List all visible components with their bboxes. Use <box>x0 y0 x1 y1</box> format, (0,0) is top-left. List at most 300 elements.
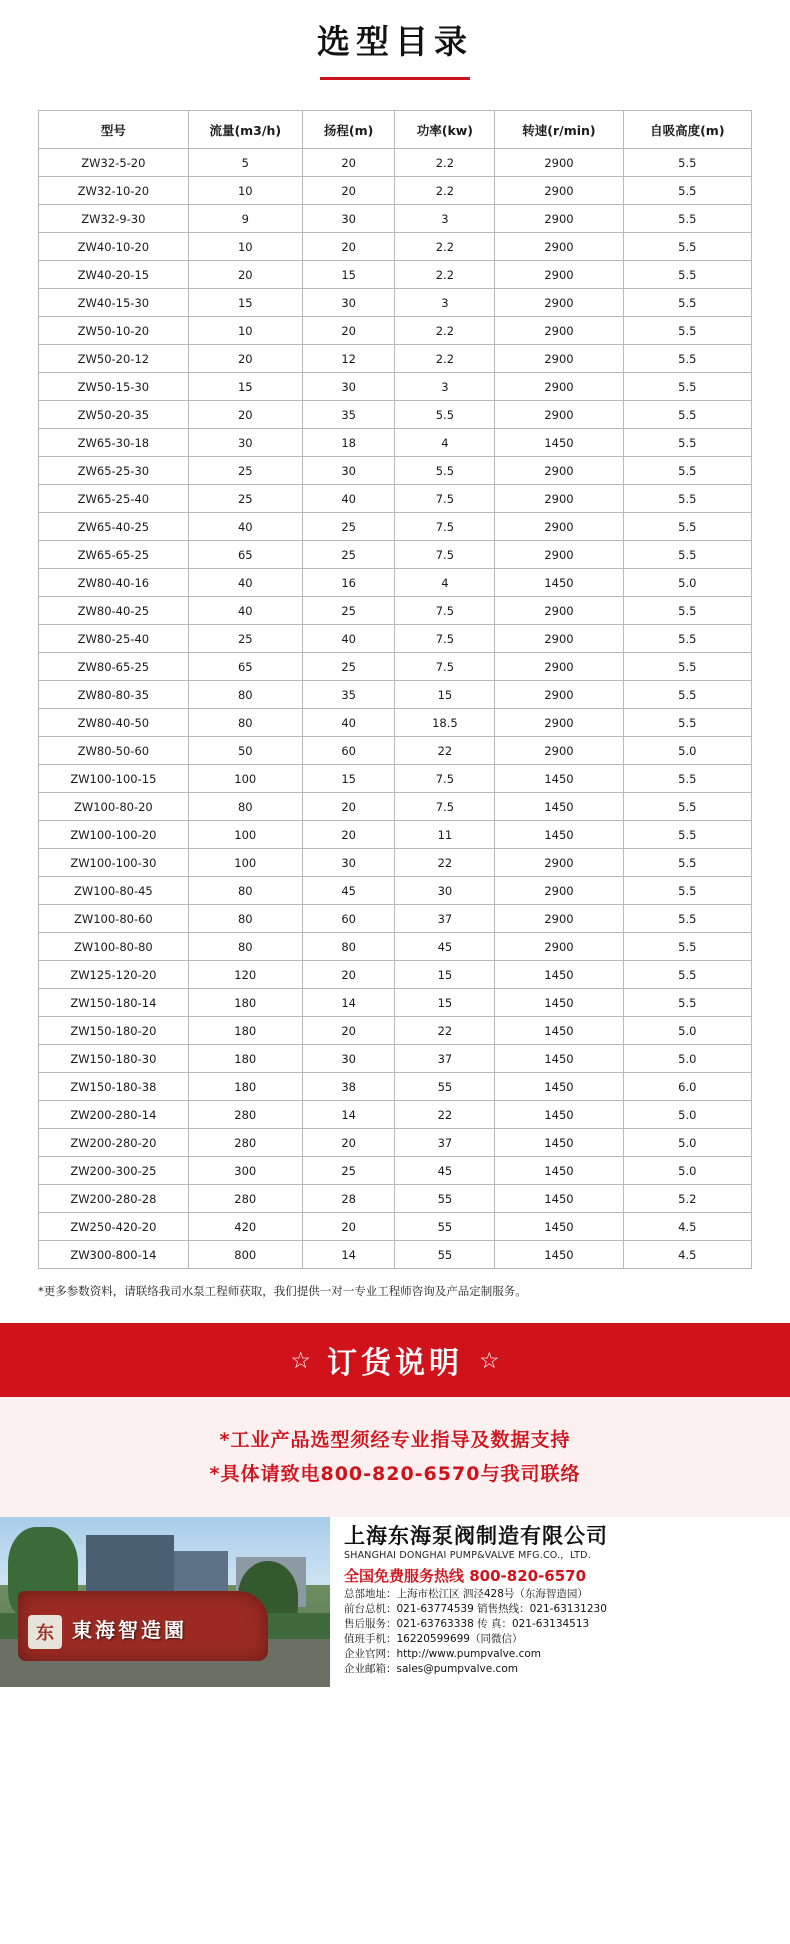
cell-value: 1450 <box>495 1157 623 1185</box>
table-row <box>39 233 752 261</box>
table-row <box>39 1157 752 1185</box>
cell-value: 5.5 <box>623 625 751 653</box>
cell-value: 40 <box>302 485 395 513</box>
table-row <box>39 821 752 849</box>
cell-model: ZW100-80-80 <box>39 933 189 961</box>
company-logo-icon: 东 <box>28 1615 62 1649</box>
cell-value: 10 <box>188 317 302 345</box>
cell-value: 55 <box>395 1241 495 1269</box>
cell-value: 25 <box>188 625 302 653</box>
table-row <box>39 149 752 177</box>
cell-value: 5.5 <box>623 541 751 569</box>
cell-model: ZW80-80-35 <box>39 681 189 709</box>
cell-value: 80 <box>188 905 302 933</box>
cell-value: 2900 <box>495 849 623 877</box>
cell-value: 2900 <box>495 653 623 681</box>
table-row <box>39 513 752 541</box>
footer-row-mobile: 值班手机：16220599699（同微信） <box>344 1633 523 1645</box>
cell-value: 30 <box>302 1045 395 1073</box>
cell-value: 5.5 <box>623 233 751 261</box>
cell-model: ZW50-15-30 <box>39 373 189 401</box>
cell-value: 5.5 <box>623 849 751 877</box>
cell-value: 40 <box>302 709 395 737</box>
cell-value: 80 <box>188 709 302 737</box>
cell-value: 1450 <box>495 989 623 1017</box>
cell-model: ZW80-25-40 <box>39 625 189 653</box>
cell-model: ZW50-10-20 <box>39 317 189 345</box>
table-row <box>39 849 752 877</box>
cell-value: 5.0 <box>623 1101 751 1129</box>
cell-value: 14 <box>302 1101 395 1129</box>
spec-table-wrap <box>0 80 790 1269</box>
cell-value: 7.5 <box>395 513 495 541</box>
cell-value: 2900 <box>495 149 623 177</box>
table-row <box>39 261 752 289</box>
table-row <box>39 541 752 569</box>
table-row <box>39 457 752 485</box>
order-line-2: *具体请致电800-820-6570与我司联络 <box>209 1463 581 1485</box>
cell-value: 100 <box>188 849 302 877</box>
cell-value: 2.2 <box>395 345 495 373</box>
table-row <box>39 569 752 597</box>
cell-value: 1450 <box>495 765 623 793</box>
cell-model: ZW80-40-16 <box>39 569 189 597</box>
cell-value: 2900 <box>495 289 623 317</box>
cell-value: 2900 <box>495 905 623 933</box>
table-row <box>39 737 752 765</box>
cell-model: ZW40-20-15 <box>39 261 189 289</box>
cell-value: 2900 <box>495 513 623 541</box>
table-row <box>39 933 752 961</box>
table-row <box>39 765 752 793</box>
photo-caption: 東海智造園 <box>72 1618 187 1642</box>
cell-value: 25 <box>302 541 395 569</box>
table-row <box>39 1017 752 1045</box>
cell-model: ZW65-25-30 <box>39 457 189 485</box>
table-row <box>39 1213 752 1241</box>
footer-row-email: 企业邮箱：sales@pumpvalve.com <box>344 1663 518 1675</box>
cell-value: 5.5 <box>623 485 751 513</box>
cell-value: 4 <box>395 569 495 597</box>
cell-value: 5.0 <box>623 1045 751 1073</box>
table-row <box>39 653 752 681</box>
cell-value: 80 <box>188 877 302 905</box>
cell-value: 5.0 <box>623 1017 751 1045</box>
cell-value: 7.5 <box>395 541 495 569</box>
table-note: *更多参数资料，请联络我司水泵工程师获取，我们提供一对一专业工程师咨询及产品定制服务。 <box>38 1284 527 1298</box>
table-row <box>39 681 752 709</box>
cell-value: 12 <box>302 345 395 373</box>
cell-value: 5.5 <box>623 821 751 849</box>
cell-value: 18.5 <box>395 709 495 737</box>
cell-value: 1450 <box>495 1017 623 1045</box>
cell-value: 55 <box>395 1073 495 1101</box>
cell-model: ZW32-10-20 <box>39 177 189 205</box>
cell-value: 2900 <box>495 261 623 289</box>
cell-model: ZW150-180-20 <box>39 1017 189 1045</box>
cell-value: 2900 <box>495 177 623 205</box>
cell-value: 5.5 <box>623 261 751 289</box>
spec-table <box>38 110 752 1269</box>
cell-model: ZW100-80-45 <box>39 877 189 905</box>
footer-row-service: 售后服务：021-63763338 传 真：021-63134513 <box>344 1618 590 1630</box>
cell-value: 80 <box>188 793 302 821</box>
table-row <box>39 373 752 401</box>
cell-value: 5.5 <box>623 933 751 961</box>
cell-value: 800 <box>188 1241 302 1269</box>
cell-value: 5.5 <box>395 401 495 429</box>
cell-value: 80 <box>188 933 302 961</box>
cell-value: 5.5 <box>623 709 751 737</box>
cell-value: 2.2 <box>395 177 495 205</box>
cell-value: 10 <box>188 177 302 205</box>
cell-value: 5.5 <box>623 373 751 401</box>
cell-value: 2.2 <box>395 233 495 261</box>
cell-model: ZW65-65-25 <box>39 541 189 569</box>
cell-value: 30 <box>395 877 495 905</box>
cell-value: 20 <box>302 821 395 849</box>
table-row <box>39 289 752 317</box>
cell-model: ZW100-80-60 <box>39 905 189 933</box>
cell-value: 1450 <box>495 1185 623 1213</box>
cell-value: 35 <box>302 401 395 429</box>
cell-value: 20 <box>302 793 395 821</box>
cell-value: 20 <box>302 1017 395 1045</box>
cell-model: ZW250-420-20 <box>39 1213 189 1241</box>
cell-value: 45 <box>302 877 395 905</box>
cell-value: 1450 <box>495 1213 623 1241</box>
table-row <box>39 989 752 1017</box>
cell-value: 1450 <box>495 1073 623 1101</box>
cell-value: 2.2 <box>395 317 495 345</box>
footer-row-address: 总部地址：上海市松江区 泗泾428号（东海智造园） <box>344 1588 588 1600</box>
cell-model: ZW65-25-40 <box>39 485 189 513</box>
cell-value: 25 <box>302 653 395 681</box>
cell-model: ZW200-280-28 <box>39 1185 189 1213</box>
cell-value: 5.5 <box>623 877 751 905</box>
cell-value: 45 <box>395 1157 495 1185</box>
cell-value: 30 <box>302 205 395 233</box>
cell-value: 40 <box>188 597 302 625</box>
cell-value: 2900 <box>495 541 623 569</box>
cell-value: 22 <box>395 1017 495 1045</box>
cell-value: 2900 <box>495 737 623 765</box>
cell-value: 1450 <box>495 1045 623 1073</box>
cell-value: 180 <box>188 1017 302 1045</box>
cell-value: 20 <box>302 317 395 345</box>
star-right-icon: ☆ <box>479 1346 500 1373</box>
cell-value: 40 <box>302 625 395 653</box>
cell-value: 25 <box>302 1157 395 1185</box>
cell-value: 37 <box>395 905 495 933</box>
column-header-head: 扬程(m) <box>302 111 395 149</box>
cell-model: ZW125-120-20 <box>39 961 189 989</box>
cell-value: 65 <box>188 653 302 681</box>
table-row <box>39 961 752 989</box>
cell-value: 280 <box>188 1185 302 1213</box>
cell-value: 5.5 <box>623 429 751 457</box>
cell-value: 7.5 <box>395 653 495 681</box>
cell-value: 18 <box>302 429 395 457</box>
cell-value: 15 <box>188 373 302 401</box>
cell-model: ZW100-100-15 <box>39 765 189 793</box>
cell-model: ZW80-65-25 <box>39 653 189 681</box>
cell-value: 5.5 <box>623 681 751 709</box>
cell-value: 25 <box>188 485 302 513</box>
cell-value: 2900 <box>495 933 623 961</box>
cell-value: 5.5 <box>623 149 751 177</box>
table-row <box>39 1073 752 1101</box>
cell-value: 5.5 <box>623 793 751 821</box>
cell-value: 5.5 <box>623 989 751 1017</box>
table-row <box>39 597 752 625</box>
table-row <box>39 1045 752 1073</box>
cell-value: 280 <box>188 1129 302 1157</box>
cell-value: 1450 <box>495 569 623 597</box>
cell-value: 100 <box>188 765 302 793</box>
company-name-en: SHANGHAI DONGHAI PUMP&VALVE MFG.CO.，LTD. <box>344 1550 591 1561</box>
column-header-suction: 自吸高度(m) <box>623 111 751 149</box>
cell-value: 2900 <box>495 205 623 233</box>
cell-value: 2900 <box>495 877 623 905</box>
cell-value: 5.5 <box>623 457 751 485</box>
table-row <box>39 1129 752 1157</box>
cell-value: 4.5 <box>623 1213 751 1241</box>
cell-value: 5.2 <box>623 1185 751 1213</box>
cell-value: 40 <box>188 569 302 597</box>
table-row <box>39 205 752 233</box>
cell-value: 2900 <box>495 681 623 709</box>
table-row <box>39 1101 752 1129</box>
cell-value: 20 <box>302 961 395 989</box>
cell-model: ZW50-20-12 <box>39 345 189 373</box>
cell-model: ZW32-5-20 <box>39 149 189 177</box>
table-row <box>39 793 752 821</box>
cell-value: 15 <box>302 765 395 793</box>
cell-value: 25 <box>188 457 302 485</box>
column-header-speed: 转速(r/min) <box>495 111 623 149</box>
cell-value: 3 <box>395 373 495 401</box>
page-title: 选型目录 <box>317 22 473 61</box>
cell-value: 5.5 <box>623 177 751 205</box>
table-row <box>39 1185 752 1213</box>
cell-value: 50 <box>188 737 302 765</box>
cell-value: 2900 <box>495 457 623 485</box>
cell-value: 1450 <box>495 793 623 821</box>
cell-value: 5.5 <box>623 401 751 429</box>
cell-value: 2.2 <box>395 261 495 289</box>
cell-value: 30 <box>302 457 395 485</box>
cell-value: 280 <box>188 1101 302 1129</box>
table-row <box>39 905 752 933</box>
cell-value: 20 <box>188 261 302 289</box>
cell-value: 300 <box>188 1157 302 1185</box>
cell-value: 15 <box>302 261 395 289</box>
table-row <box>39 345 752 373</box>
cell-value: 1450 <box>495 961 623 989</box>
cell-value: 5.5 <box>395 457 495 485</box>
cell-value: 20 <box>302 233 395 261</box>
cell-value: 45 <box>395 933 495 961</box>
cell-value: 1450 <box>495 1129 623 1157</box>
cell-value: 4 <box>395 429 495 457</box>
cell-value: 25 <box>302 513 395 541</box>
cell-value: 120 <box>188 961 302 989</box>
cell-value: 7.5 <box>395 765 495 793</box>
footer-info <box>330 1517 790 1687</box>
cell-value: 80 <box>188 681 302 709</box>
cell-value: 20 <box>188 401 302 429</box>
cell-value: 5.5 <box>623 317 751 345</box>
cell-value: 65 <box>188 541 302 569</box>
cell-model: ZW80-50-60 <box>39 737 189 765</box>
cell-value: 30 <box>302 849 395 877</box>
cell-value: 30 <box>302 289 395 317</box>
cell-value: 5.5 <box>623 345 751 373</box>
cell-model: ZW150-180-14 <box>39 989 189 1017</box>
cell-value: 7.5 <box>395 625 495 653</box>
cell-value: 4.5 <box>623 1241 751 1269</box>
factory-photo <box>0 1517 330 1687</box>
cell-value: 40 <box>188 513 302 541</box>
cell-value: 5.0 <box>623 1129 751 1157</box>
cell-value: 5.5 <box>623 961 751 989</box>
table-row <box>39 429 752 457</box>
cell-model: ZW32-9-30 <box>39 205 189 233</box>
cell-value: 2900 <box>495 317 623 345</box>
cell-value: 5.5 <box>623 653 751 681</box>
cell-value: 37 <box>395 1129 495 1157</box>
cell-value: 5.5 <box>623 597 751 625</box>
cell-model: ZW50-20-35 <box>39 401 189 429</box>
cell-value: 5.5 <box>623 905 751 933</box>
cell-value: 15 <box>395 681 495 709</box>
cell-value: 100 <box>188 821 302 849</box>
cell-value: 5.0 <box>623 737 751 765</box>
cell-value: 7.5 <box>395 597 495 625</box>
cell-value: 420 <box>188 1213 302 1241</box>
footer-row-website: 企业官网：http://www.pumpvalve.com <box>344 1648 542 1660</box>
cell-value: 2900 <box>495 373 623 401</box>
cell-value: 20 <box>302 1213 395 1241</box>
cell-value: 60 <box>302 905 395 933</box>
title-block <box>0 0 790 80</box>
cell-value: 22 <box>395 849 495 877</box>
cell-value: 5.5 <box>623 205 751 233</box>
cell-value: 180 <box>188 1045 302 1073</box>
cell-value: 30 <box>188 429 302 457</box>
cell-value: 2900 <box>495 233 623 261</box>
column-header-flow: 流量(m3/h) <box>188 111 302 149</box>
cell-value: 60 <box>302 737 395 765</box>
cell-value: 180 <box>188 989 302 1017</box>
cell-value: 20 <box>302 149 395 177</box>
footer-row-phone: 前台总机：021-63774539 销售热线：021-63131230 <box>344 1603 607 1615</box>
hotline: 全国免费服务热线 800-820-6570 <box>344 1567 587 1585</box>
cell-value: 9 <box>188 205 302 233</box>
cell-value: 55 <box>395 1213 495 1241</box>
cell-value: 2900 <box>495 625 623 653</box>
cell-value: 20 <box>302 1129 395 1157</box>
cell-value: 5.5 <box>623 289 751 317</box>
cell-value: 2900 <box>495 401 623 429</box>
cell-value: 2900 <box>495 597 623 625</box>
cell-value: 1450 <box>495 1241 623 1269</box>
cell-value: 25 <box>302 597 395 625</box>
cell-value: 3 <box>395 289 495 317</box>
cell-model: ZW300-800-14 <box>39 1241 189 1269</box>
company-name-cn: 上海东海泵阀制造有限公司 <box>344 1524 608 1548</box>
cell-value: 22 <box>395 1101 495 1129</box>
cell-model: ZW80-40-50 <box>39 709 189 737</box>
cell-model: ZW150-180-38 <box>39 1073 189 1101</box>
cell-value: 15 <box>395 989 495 1017</box>
cell-value: 7.5 <box>395 793 495 821</box>
cell-value: 20 <box>188 345 302 373</box>
cell-value: 5.0 <box>623 569 751 597</box>
cell-model: ZW40-10-20 <box>39 233 189 261</box>
cell-value: 2900 <box>495 485 623 513</box>
order-line-1: *工业产品选型须经专业指导及数据支持 <box>219 1429 571 1451</box>
cell-value: 2900 <box>495 345 623 373</box>
cell-value: 1450 <box>495 1101 623 1129</box>
table-row <box>39 485 752 513</box>
cell-model: ZW200-300-25 <box>39 1157 189 1185</box>
cell-model: ZW65-40-25 <box>39 513 189 541</box>
cell-value: 14 <box>302 1241 395 1269</box>
table-row <box>39 1241 752 1269</box>
cell-value: 55 <box>395 1185 495 1213</box>
table-row <box>39 877 752 905</box>
cell-value: 7.5 <box>395 485 495 513</box>
cell-value: 16 <box>302 569 395 597</box>
cell-value: 11 <box>395 821 495 849</box>
table-row <box>39 625 752 653</box>
cell-value: 80 <box>302 933 395 961</box>
cell-value: 1450 <box>495 429 623 457</box>
cell-value: 20 <box>302 177 395 205</box>
table-row <box>39 401 752 429</box>
cell-model: ZW100-100-30 <box>39 849 189 877</box>
table-row <box>39 177 752 205</box>
cell-model: ZW100-80-20 <box>39 793 189 821</box>
cell-value: 5.5 <box>623 513 751 541</box>
table-row <box>39 317 752 345</box>
cell-value: 28 <box>302 1185 395 1213</box>
cell-value: 14 <box>302 989 395 1017</box>
cell-model: ZW200-280-14 <box>39 1101 189 1129</box>
cell-value: 15 <box>395 961 495 989</box>
spec-table-body <box>39 149 752 1269</box>
cell-model: ZW80-40-25 <box>39 597 189 625</box>
cell-value: 2.2 <box>395 149 495 177</box>
cell-model: ZW150-180-30 <box>39 1045 189 1073</box>
cell-value: 5.0 <box>623 1157 751 1185</box>
cell-model: ZW65-30-18 <box>39 429 189 457</box>
star-left-icon: ☆ <box>290 1346 311 1373</box>
cell-value: 15 <box>188 289 302 317</box>
order-banner <box>0 1323 790 1397</box>
cell-value: 37 <box>395 1045 495 1073</box>
cell-value: 10 <box>188 233 302 261</box>
table-row <box>39 709 752 737</box>
cell-value: 2900 <box>495 709 623 737</box>
cell-value: 3 <box>395 205 495 233</box>
cell-value: 30 <box>302 373 395 401</box>
column-header-model: 型号 <box>39 111 189 149</box>
cell-value: 22 <box>395 737 495 765</box>
cell-value: 180 <box>188 1073 302 1101</box>
